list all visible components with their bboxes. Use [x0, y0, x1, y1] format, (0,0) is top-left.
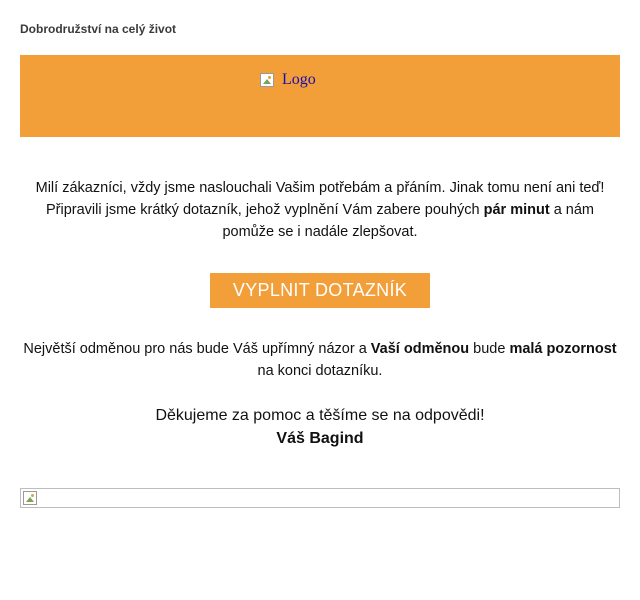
logo-link[interactable] [260, 71, 316, 89]
signature: Váš Bagind [276, 430, 364, 447]
reward-text-1: Největší odměnou pro nás bude Váš upřímný názor a [23, 341, 371, 357]
header-banner [20, 55, 620, 137]
thanks-block [20, 404, 620, 450]
intro-bold: pár minut [483, 202, 550, 218]
preheader-text: Dobrodružství na celý život [20, 22, 177, 36]
reward-text-2: bude [469, 341, 510, 357]
broken-image-icon [260, 73, 274, 87]
thanks-line: Děkujeme za pomoc a těšíme se na odpovědi! [155, 407, 485, 424]
reward-text-3: na konci dotazníku. [257, 363, 383, 379]
reward-paragraph [20, 338, 620, 382]
footer-image-placeholder [20, 488, 620, 508]
reward-bold-1: Vaší odměnou [370, 341, 470, 357]
fill-survey-button[interactable]: VYPLNIT DOTAZNÍK [210, 273, 430, 308]
intro-text-1: Milí zákazníci, vždy jsme naslouchali Vašim potřebám a přáním. Jinak tomu není ani teď! Připravili jsme krátký dotazník, jehož vyplnění Vám zabere pouhých [35, 180, 605, 218]
intro-paragraph [20, 177, 620, 243]
broken-image-icon [23, 491, 37, 505]
intro-text-2: a nám pomůže se i nadále zlepšovat. [222, 202, 595, 240]
logo-alt-text: Logo [282, 71, 316, 88]
reward-bold-2: malá pozornost [509, 341, 617, 357]
